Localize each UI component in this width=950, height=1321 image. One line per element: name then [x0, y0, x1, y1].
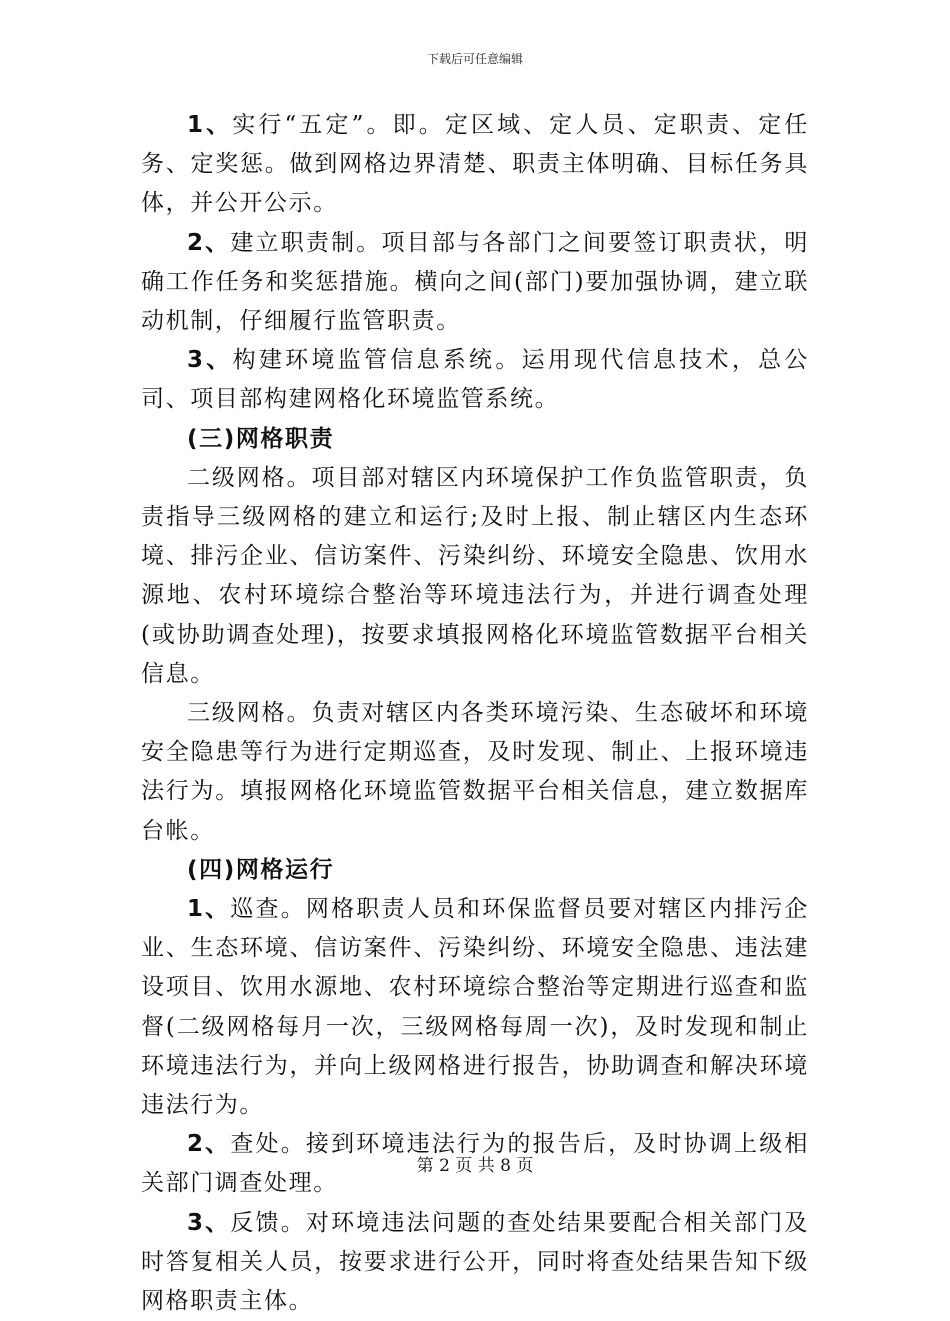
item-number: 2、 — [187, 1131, 231, 1158]
item-number: 2、 — [187, 229, 231, 256]
paragraph-text: 构建环境监管信息系统。运用现代信息技术，总公司、项目部构建网格化环境监管系统。 — [141, 347, 809, 413]
paragraph-third-level-grid — [141, 694, 809, 851]
page-header: 下载后可任意编辑 — [426, 52, 523, 66]
paragraph-inspection — [141, 890, 809, 1125]
paragraph-five-fixed — [141, 106, 809, 224]
item-number: 3、 — [187, 347, 233, 374]
paragraph-text: 反馈。对环境违法问题的查处结果要配合相关部门及时答复相关人员，按要求进行公开，同时将查处结果告知下级网格职责主体。 — [141, 1209, 809, 1315]
paragraph-text: 实行“五定”。即。定区域、定人员、定职责、定任务、定奖惩。做到网格边界清楚、职责主体明确、目标任务具体，并公开公示。 — [141, 112, 809, 217]
section-heading-grid-duties: (三)网格职责 — [187, 425, 335, 452]
paragraph-responsibility-system — [141, 224, 809, 342]
item-number: 3、 — [187, 1209, 231, 1236]
paragraph-text: 建立职责制。项目部与各部门之间要签订职责状，明确工作任务和奖惩措施。横向之间(部门)要加强协调，建立联动机制，仔细履行监管职责。 — [141, 229, 809, 335]
document-body — [141, 106, 809, 1321]
paragraph-feedback — [141, 1204, 809, 1321]
paragraph-text: 三级网格。负责对辖区内各类环境污染、生态破坏和环境安全隐患等行为进行定期巡查，及时发现、制止、上报环境违法行为。填报网格化环境监管数据平台相关信息，建立数据库台帐。 — [141, 700, 809, 844]
item-number: 1、 — [187, 896, 231, 923]
paragraph-monitoring-system — [141, 341, 809, 419]
paragraph-text: 查处。接到环境违法行为的报告后，及时协调上级相关部门调查处理。 — [141, 1131, 809, 1197]
paragraph-text: 巡查。网格职责人员和环保监督员要对辖区内排污企业、生态环境、信访案件、污染纠纷、环境安全隐患、违法建设项目、饮用水源地、农村环境综合整治等定期进行巡查和监督(二级网格每月一次，三级网格每周一次)，及时发现和制止环境违法行为，并向上级网格进行报告，协助调查和解决环境违法行为。 — [141, 896, 809, 1119]
section-heading-grid-operation: (四)网格运行 — [187, 856, 335, 883]
paragraph-second-level-grid — [141, 459, 809, 694]
paragraph-text: 二级网格。项目部对辖区内环境保护工作负监管职责，负责指导三级网格的建立和运行;及时上报、制止辖区内生态环境、排污企业、信访案件、污染纠纷、环境安全隐患、饮用水源地、农村环境综合整治等环境违法行为，并进行调查处理(或协助调查处理)，按要求填报网格化环境监管数据平台相关信息。 — [141, 464, 809, 687]
page-number: 第 2 页 共 8 页 — [416, 1156, 534, 1176]
item-number: 1、 — [187, 112, 233, 138]
